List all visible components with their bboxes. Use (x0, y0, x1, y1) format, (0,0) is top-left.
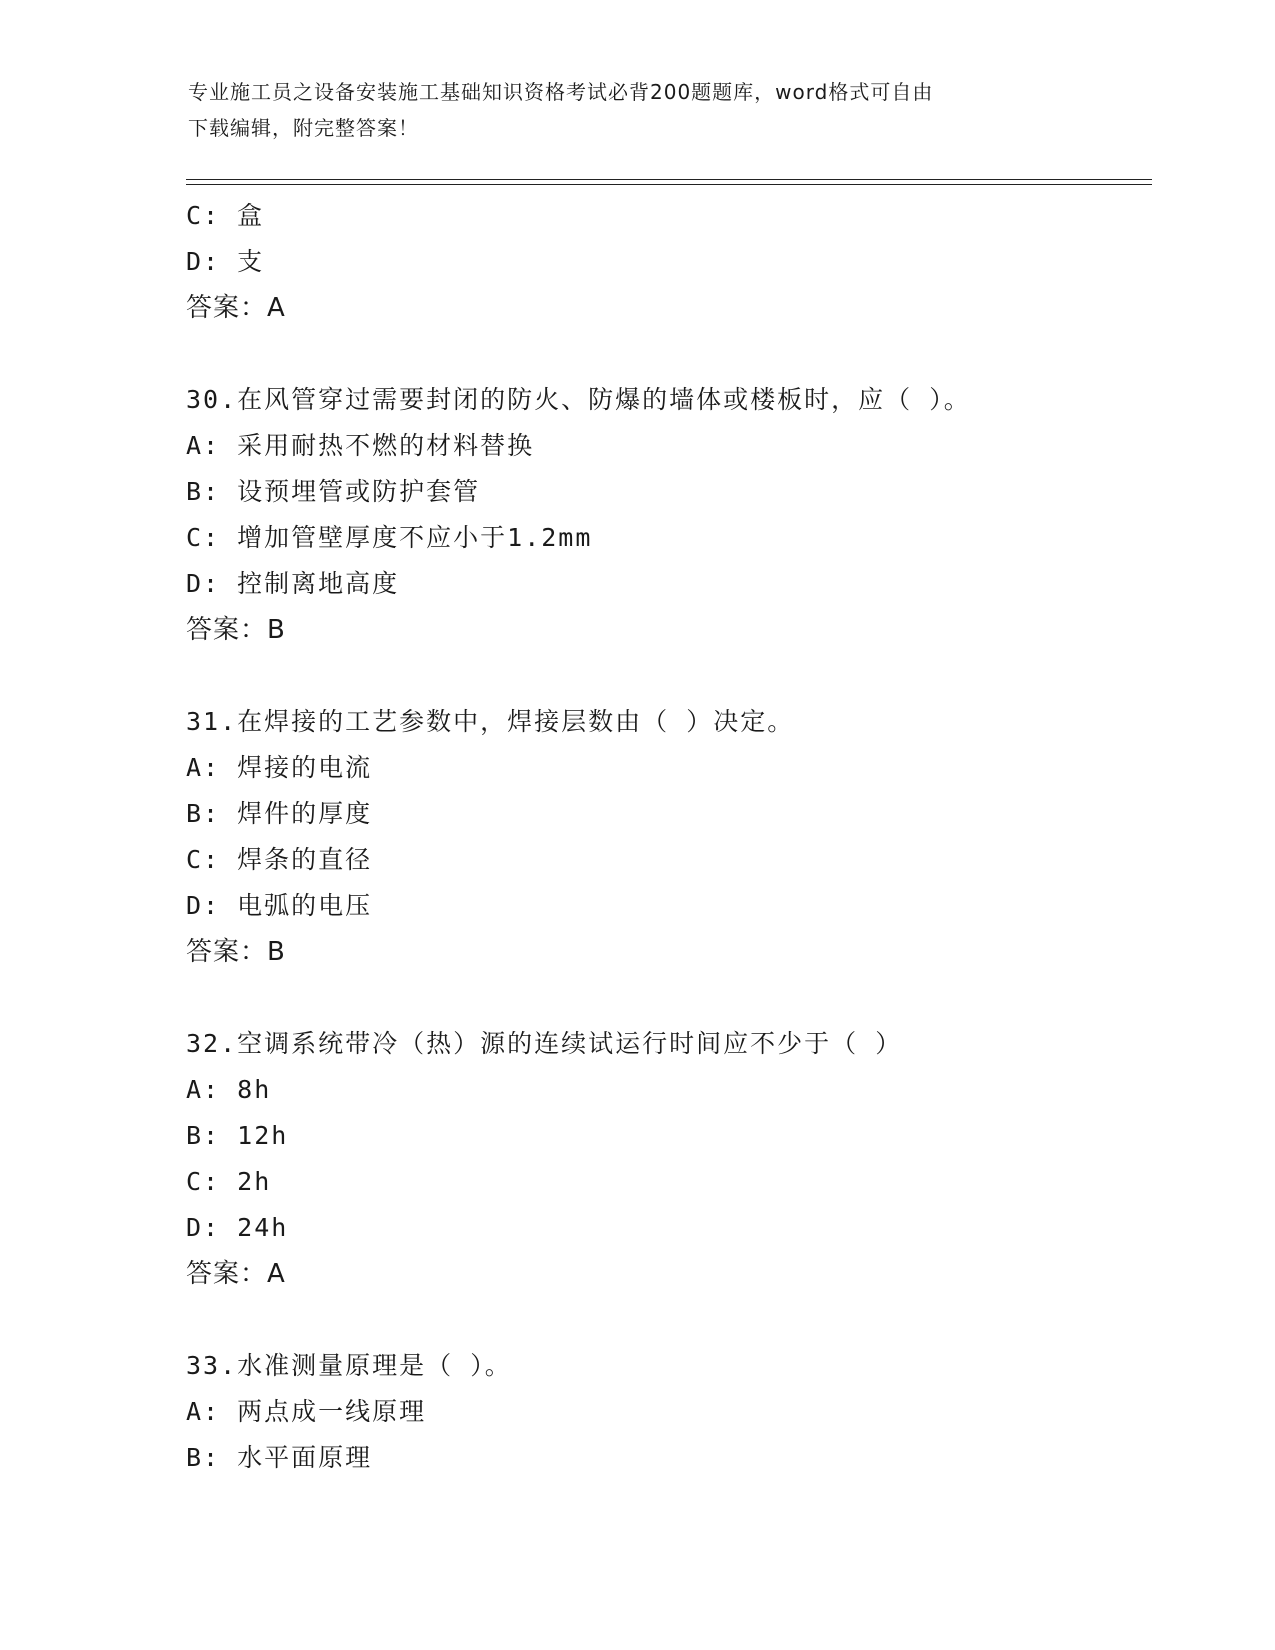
document-header (188, 74, 1088, 146)
q32-answer: 答案：A (186, 1259, 286, 1289)
q31-option-c: C: 焊条的直径 (186, 845, 373, 874)
q30-question: 30.在风管穿过需要封闭的防火、防爆的墙体或楼板时，应（ ）。 (186, 385, 971, 414)
q31-answer: 答案：B (186, 937, 286, 967)
q32-option-d: D: 24h (186, 1213, 289, 1242)
q31-option-b: B: 焊件的厚度 (186, 799, 373, 828)
q29-answer: 答案：A (186, 293, 286, 323)
spacer (186, 975, 1152, 1021)
header-line-1: 专业施工员之设备安装施工基础知识资格考试必背200题题库，word格式可自由 (188, 80, 934, 104)
q30-answer: 答案：B (186, 615, 286, 645)
header-divider-bottom (186, 184, 1152, 185)
q33-option-a: A: 两点成一线原理 (186, 1397, 427, 1426)
spacer (186, 331, 1152, 377)
header-line-2: 下载编辑，附完整答案！ (188, 116, 419, 140)
question-32-block (186, 1021, 1152, 1297)
question-29-block (186, 193, 1152, 331)
q30-option-a: A: 采用耐热不燃的材料替换 (186, 431, 535, 460)
q31-option-a: A: 焊接的电流 (186, 753, 373, 782)
document-body (186, 193, 1152, 1481)
q32-option-a: A: 8h (186, 1075, 272, 1104)
q33-option-b: B: 水平面原理 (186, 1443, 373, 1472)
q32-option-b: B: 12h (186, 1121, 289, 1150)
question-31-block (186, 699, 1152, 975)
spacer (186, 1297, 1152, 1343)
q31-option-d: D: 电弧的电压 (186, 891, 373, 920)
header-divider-top (186, 179, 1152, 180)
q29-option-d: D: 支 (186, 247, 265, 276)
q32-question: 32.空调系统带冷（热）源的连续试运行时间应不少于（ ） (186, 1029, 903, 1058)
q30-option-b: B: 设预埋管或防护套管 (186, 477, 481, 506)
question-30-block (186, 377, 1152, 653)
q31-question: 31.在焊接的工艺参数中，焊接层数由（ ）决定。 (186, 707, 795, 736)
q33-question: 33.水准测量原理是（ ）。 (186, 1351, 512, 1380)
q30-option-d: D: 控制离地高度 (186, 569, 400, 598)
question-33-block (186, 1343, 1152, 1481)
spacer (186, 653, 1152, 699)
q30-option-c: C: 增加管壁厚度不应小于1.2mm (186, 523, 593, 552)
q29-option-c: C: 盒 (186, 201, 265, 230)
q32-option-c: C: 2h (186, 1167, 272, 1196)
